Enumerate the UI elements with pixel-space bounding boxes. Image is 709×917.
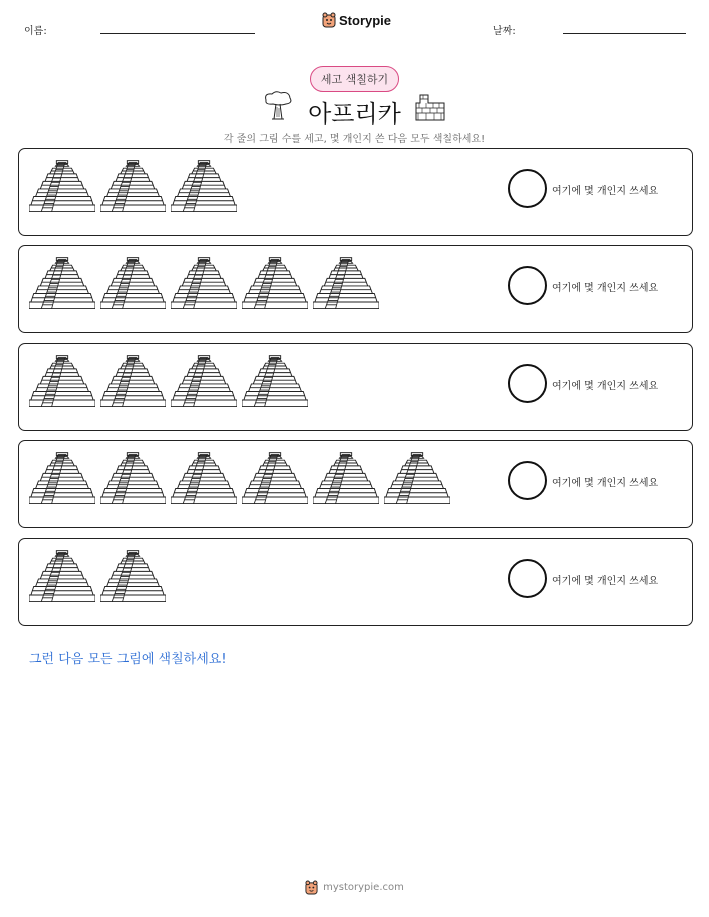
- site-url: mystorypie.com: [323, 882, 404, 893]
- step-pyramid-icon: [29, 355, 95, 411]
- step-pyramid-icon: [384, 452, 450, 508]
- picture-group: [29, 452, 450, 508]
- picture-group: [29, 257, 379, 313]
- picture-group: [29, 550, 166, 606]
- step-pyramid-icon: [171, 452, 237, 508]
- logo-text: Storypie: [339, 12, 392, 28]
- date-label: 날짜:: [493, 26, 516, 37]
- step-pyramid-icon: [29, 160, 95, 216]
- step-pyramid-icon: [242, 257, 308, 313]
- count-row: [18, 343, 693, 431]
- name-label: 이름:: [24, 26, 47, 37]
- count-row: [18, 245, 693, 333]
- picture-group: [29, 355, 308, 411]
- storypie-mascot-icon: [322, 12, 336, 28]
- page-title: 아프리카: [308, 100, 401, 128]
- name-line[interactable]: [100, 33, 255, 34]
- count-row: [18, 538, 693, 626]
- answer-circle[interactable]: [508, 266, 547, 305]
- answer-circle[interactable]: [508, 559, 547, 598]
- write-count-label: 여기에 몇 개인지 쓰세요: [552, 381, 659, 392]
- write-count-label: 여기에 몇 개인지 쓰세요: [552, 283, 659, 294]
- answer-circle[interactable]: [508, 169, 547, 208]
- write-count-label: 여기에 몇 개인지 쓰세요: [552, 186, 659, 197]
- step-pyramid-icon: [100, 160, 166, 216]
- step-pyramid-icon: [313, 257, 379, 313]
- step-pyramid-icon: [171, 257, 237, 313]
- step-pyramid-icon: [29, 550, 95, 606]
- write-count-label: 여기에 몇 개인지 쓰세요: [552, 478, 659, 489]
- step-pyramid-icon: [313, 452, 379, 508]
- storypie-logo: [322, 12, 391, 28]
- instruction-text: 각 줄의 그림 수를 세고, 몇 개인지 쓴 다음 모두 색칠하세요!: [223, 134, 486, 145]
- picture-group: [29, 160, 237, 216]
- count-row: [18, 440, 693, 528]
- count-row: [18, 148, 693, 236]
- step-pyramid-icon: [242, 355, 308, 411]
- step-pyramid-icon: [29, 452, 95, 508]
- date-line[interactable]: [563, 33, 686, 34]
- step-pyramid-icon: [171, 355, 237, 411]
- answer-circle[interactable]: [508, 364, 547, 403]
- step-pyramid-icon: [100, 257, 166, 313]
- step-pyramid-icon: [100, 452, 166, 508]
- write-count-label: 여기에 몇 개인지 쓰세요: [552, 576, 659, 587]
- step-pyramid-icon: [100, 355, 166, 411]
- site-footer: [0, 880, 709, 895]
- step-pyramid-icon: [242, 452, 308, 508]
- stone-ruins-icon: [414, 91, 446, 121]
- step-pyramid-icon: [171, 160, 237, 216]
- step-pyramid-icon: [29, 257, 95, 313]
- activity-badge: 세고 색칠하기: [310, 66, 399, 92]
- footer-instruction: 그런 다음 모든 그림에 색칠하세요!: [29, 652, 227, 667]
- storypie-mascot-icon: [305, 880, 318, 895]
- answer-circle[interactable]: [508, 461, 547, 500]
- step-pyramid-icon: [100, 550, 166, 606]
